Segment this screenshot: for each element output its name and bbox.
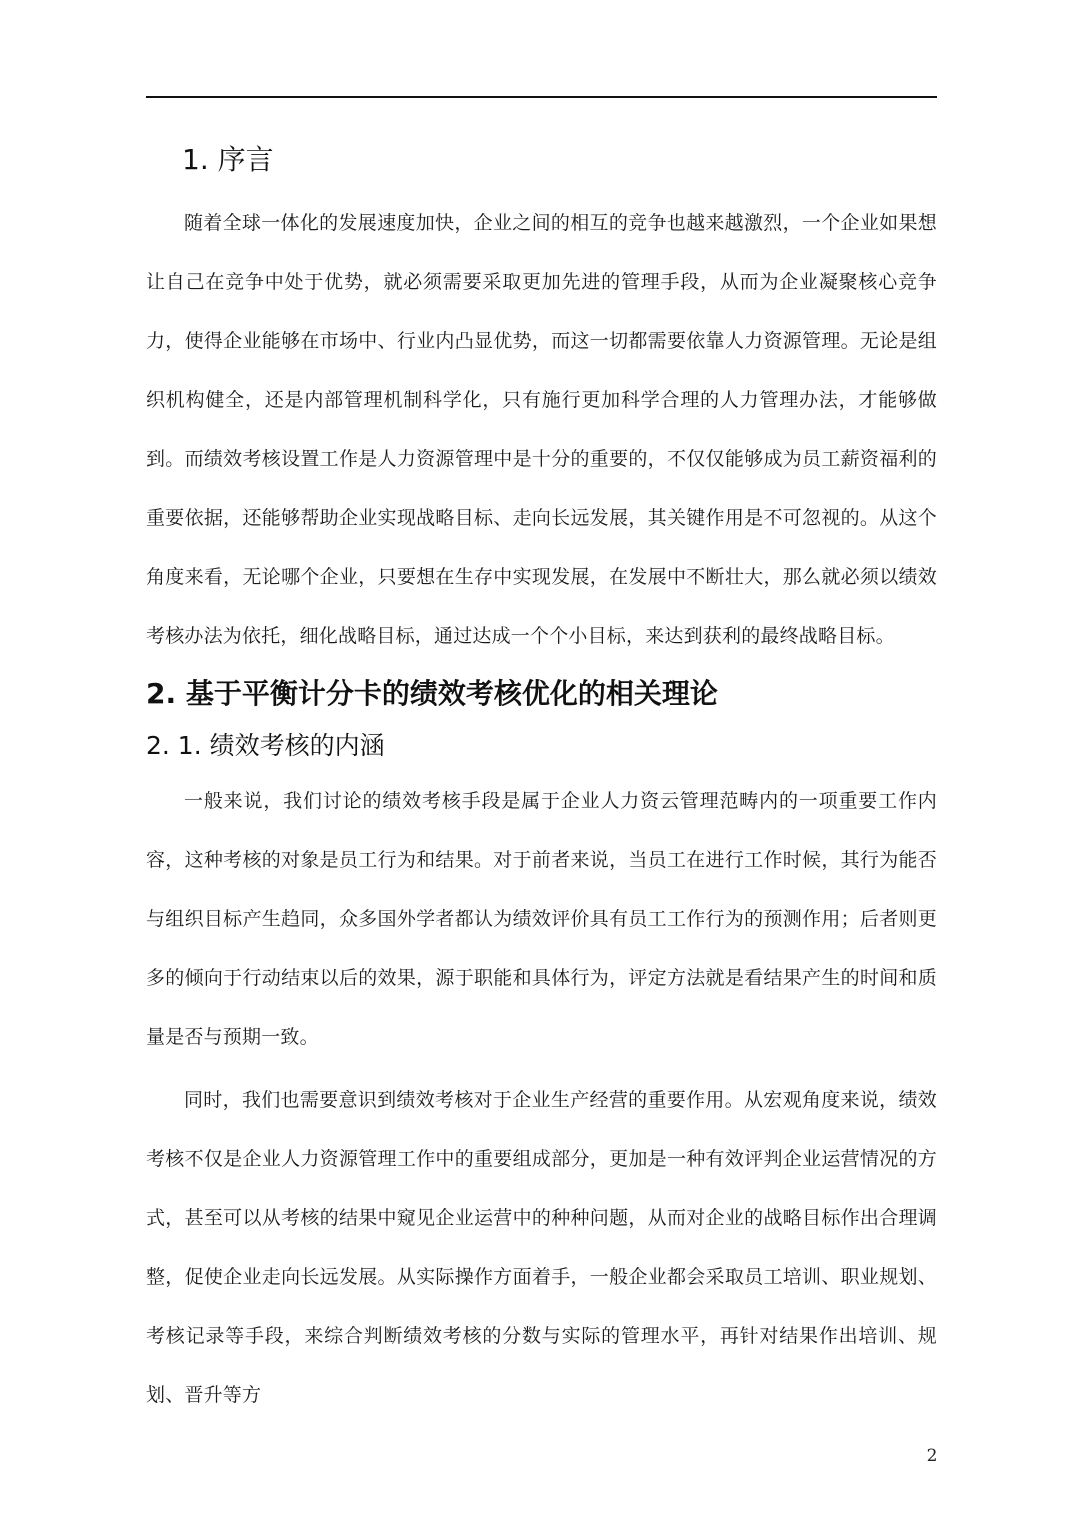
page-number: 2	[926, 1446, 938, 1466]
page-content	[146, 136, 937, 1425]
subsection-2-1-paragraph-1: 一般来说，我们讨论的绩效考核手段是属于企业人力资云管理范畴内的一项重要工作内容，这种考核的对象是员工行为和结果。对于前者来说，当员工在进行工作时候，其行为能否与组织目标产生趋同，众多国外学者都认为绩效评价具有员工工作行为的预测作用；后者则更多的倾向于行动结束以后的效果，源于职能和具体行为，评定方法就是看结果产生的时间和质量是否与预期一致。	[146, 790, 937, 1048]
subsection-2-1-heading: 2. 1. 绩效考核的内涵	[146, 731, 385, 760]
section-1-heading: 1. 序言	[182, 143, 274, 176]
subsection-2-1-paragraph-2: 同时，我们也需要意识到绩效考核对于企业生产经营的重要作用。从宏观角度来说，绩效考核不仅是企业人力资源管理工作中的重要组成部分，更加是一种有效评判企业运营情况的方式，甚至可以从考核的结果中窥见企业运营中的种种问题，从而对企业的战略目标作出合理调整，促使企业走向长远发展。从实际操作方面着手，一般企业都会采取员工培训、职业规划、考核记录等手段，来综合判断绩效考核的分数与实际的管理水平，再针对结果作出培训、规划、晋升等方	[146, 1089, 937, 1406]
header-rule	[146, 96, 937, 98]
section-2-heading: 2. 基于平衡计分卡的绩效考核优化的相关理论	[146, 677, 718, 710]
section-1-paragraph-1: 随着全球一体化的发展速度加快，企业之间的相互的竞争也越来越激烈，一个企业如果想让自己在竞争中处于优势，就必须需要采取更加先进的管理手段，从而为企业凝聚核心竞争力，使得企业能够在市场中、行业内凸显优势，而这一切都需要依靠人力资源管理。无论是组织机构健全，还是内部管理机制科学化，只有施行更加科学合理的人力管理办法，才能够做到。而绩效考核设置工作是人力资源管理中是十分的重要的，不仅仅能够成为员工薪资福利的重要依据，还能够帮助企业实现战略目标、走向长远发展，其关键作用是不可忽视的。从这个角度来看，无论哪个企业，只要想在生存中实现发展，在发展中不断壮大，那么就必须以绩效考核办法为依托，细化战略目标，通过达成一个个小目标，来达到获利的最终战略目标。	[146, 212, 937, 647]
